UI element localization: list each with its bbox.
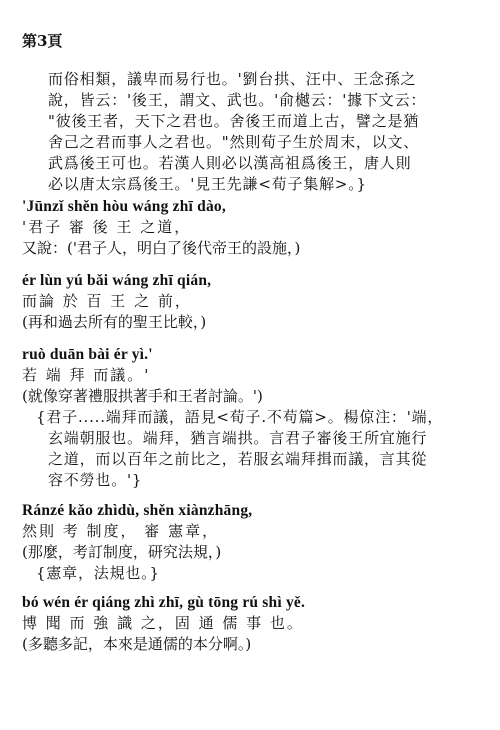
note-line: 容不勞也。'} xyxy=(48,471,143,489)
section-note xyxy=(36,563,160,584)
verse-section xyxy=(22,196,300,259)
translation-line: (多聽多記，本來是通儒的本分啊。) xyxy=(22,635,252,653)
verse-section xyxy=(22,344,263,407)
translation-line: 又說：('君子人，明白了後代帝王的設施，) xyxy=(22,239,301,257)
commentary-line: 必以唐太宗爲後王。'見王先謙<荀子集解>。} xyxy=(48,175,367,193)
pinyin-line: ér lùn yú bǎi wáng zhī qián, xyxy=(22,272,212,289)
section-note xyxy=(36,407,443,491)
pinyin-line: ruò duān bài ér yì.' xyxy=(22,346,153,363)
hanzi-line: 若 端 拜 而議。' xyxy=(22,366,151,384)
verse-section xyxy=(22,592,305,655)
translation-line: (再和過去所有的聖王比較，) xyxy=(22,313,207,331)
verse-section xyxy=(22,500,252,563)
translation-line: (就像穿著禮服拱著手和王者討論。') xyxy=(22,387,263,405)
commentary-line: 舍己之君而事人之君也。"然則荀子生於周末，以文、 xyxy=(48,133,420,151)
commentary-line: "彼後王者，天下之君也。舍後王而道上古，譬之是猶 xyxy=(48,112,420,130)
continued-commentary xyxy=(48,69,426,195)
note-line: 之道，而以百年之前比之，若服玄端拜揖而議，言其從 xyxy=(48,450,428,468)
verse-section xyxy=(22,270,211,333)
pinyin-line: 'Jūnzǐ shěn hòu wáng zhī dào, xyxy=(22,198,226,215)
page-number: 第3頁 xyxy=(22,32,63,50)
note-line: {君子.....端拜而議，語見<荀子.不苟篇>。楊倞注：'端， xyxy=(36,408,444,426)
commentary-line: 而俗相類，議卑而易行也。'劉台拱、汪中、王念孫之 xyxy=(48,70,417,88)
hanzi-line: 而論 於 百 王 之 前， xyxy=(22,292,192,310)
hanzi-line: '君子 審 後 王 之道， xyxy=(22,218,192,236)
pinyin-line: Ránzé kǎo zhìdù, shěn xiànzhāng, xyxy=(22,502,253,519)
note-line: {憲章，法規也。} xyxy=(36,564,160,582)
note-line: 玄端朝服也。端拜，猶言端拱。言君子審後王所宜施行 xyxy=(48,429,428,447)
commentary-line: 說，皆云：'後王，謂文、武也。'俞樾云：'據下文云： xyxy=(48,91,427,109)
hanzi-line: 博 聞 而 強 識 之，固 通 儒 事 也。 xyxy=(22,614,304,632)
pinyin-line: bó wén ér qiáng zhì zhī, gù tōng rú shì yě. xyxy=(22,594,306,611)
hanzi-line: 然則 考 制度， 審 憲章， xyxy=(22,522,220,540)
commentary-line: 武爲後王可也。若漢人則必以漢高祖爲後王，唐人則 xyxy=(48,154,412,172)
translation-line: (那麼，考訂制度，研究法規，) xyxy=(22,543,222,561)
